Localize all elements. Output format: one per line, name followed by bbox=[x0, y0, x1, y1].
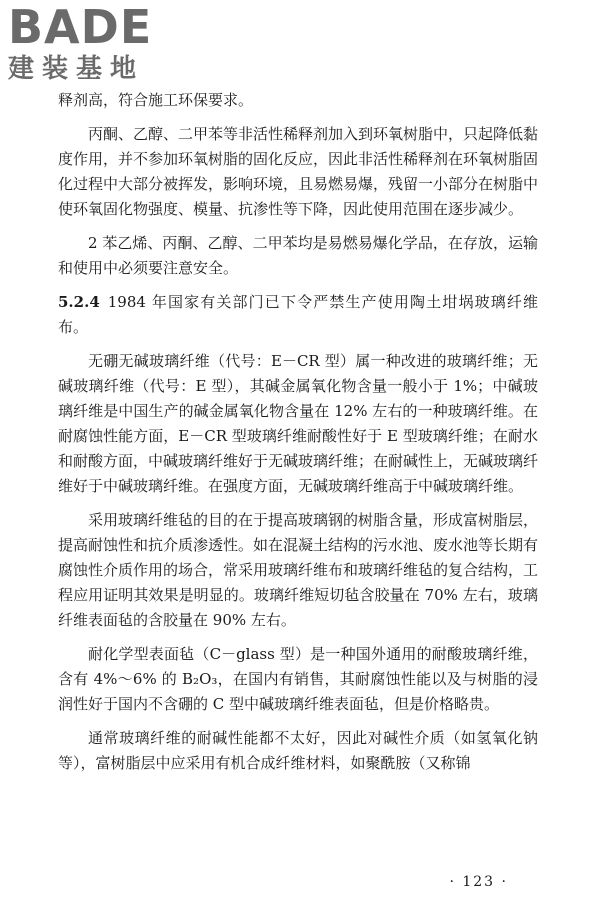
paragraph-text: 释剂高，符合施工环保要求。 bbox=[58, 91, 254, 109]
paragraph-note-2 bbox=[58, 231, 538, 281]
paragraph-text: 无硼无碱玻璃纤维（代号：E－CR 型）属一种改进的玻璃纤维；无碱玻璃纤维（代号：E 型），其碱金属氧化物含量一般小于 1%；中碱玻璃纤维是中国生产的碱金属氧化物含量在 12% 左右的一种玻璃纤维。在耐腐蚀性能方面，E－CR 型玻璃纤维耐酸性好于 E 型玻璃纤维；在耐水和耐酸方面，中碱玻璃纤维好于无碱玻璃纤维；在耐碱性上，无碱玻璃纤维好于中碱玻璃纤维。在强度方面，无碱玻璃纤维高于中碱玻璃纤维。 bbox=[58, 352, 539, 495]
watermark-latin-text: BADE bbox=[8, 0, 153, 54]
paragraph bbox=[58, 726, 538, 776]
paragraph-text: 通常玻璃纤维的耐碱性能都不太好，因此对碱性介质（如氢氧化钠等），富树脂层中应采用有机合成纤维材料，如聚酰胺（又称锦 bbox=[58, 729, 538, 772]
paragraph-text: 丙酮、乙醇、二甲苯等非活性稀释剂加入到环氧树脂中，只起降低黏度作用，并不参加环氧树脂的固化反应，因此非活性稀释剂在环氧树脂固化过程中大部分被挥发，影响环境，且易燃易爆，残留一小部分在树脂中使环氧固化物强度、模量、抗渗性等下降，因此使用范围在逐步减少。 bbox=[58, 125, 539, 218]
paragraph-text: 耐化学型表面毡（C－glass 型）是一种国外通用的耐酸玻璃纤维，含有 4%～6% 的 B₂O₃，在国内有销售，其耐腐蚀性能以及与树脂的浸润性好于国内不含硼的 C 型中碱玻璃纤维表面毡，但是价格略贵。 bbox=[58, 645, 538, 713]
paragraph bbox=[58, 122, 538, 222]
section-number: 5.2.4 bbox=[58, 293, 100, 311]
page-body bbox=[58, 88, 538, 785]
page-number: · 123 · bbox=[449, 874, 508, 890]
paragraph bbox=[58, 642, 538, 717]
paragraph bbox=[58, 508, 538, 633]
paragraph-text: 2 苯乙烯、丙酮、乙醇、二甲苯均是易燃易爆化学品，在存放，运输和使用中必须要注意安全。 bbox=[58, 234, 538, 277]
paragraph-text: 1984 年国家有关部门已下令严禁生产使用陶土坩埚玻璃纤维布。 bbox=[58, 293, 538, 336]
paragraph-text: 采用玻璃纤维毡的目的在于提高玻璃钢的树脂含量，形成富树脂层，提高耐蚀性和抗介质渗透性。如在混凝土结构的污水池、废水池等长期有腐蚀性介质作用的场合，常采用玻璃纤维布和玻璃纤维毡的复合结构，工程应用证明其效果是明显的。玻璃纤维短切毡含胶量在 70% 左右，玻璃纤维表面毡的含胶量在 90% 左右。 bbox=[58, 511, 539, 629]
paragraph-continuation bbox=[58, 88, 538, 113]
section-5-2-4 bbox=[58, 290, 538, 340]
watermark-cjk-text: 建装基地 bbox=[8, 54, 145, 84]
site-watermark-logo bbox=[8, 0, 178, 94]
paragraph bbox=[58, 349, 538, 499]
